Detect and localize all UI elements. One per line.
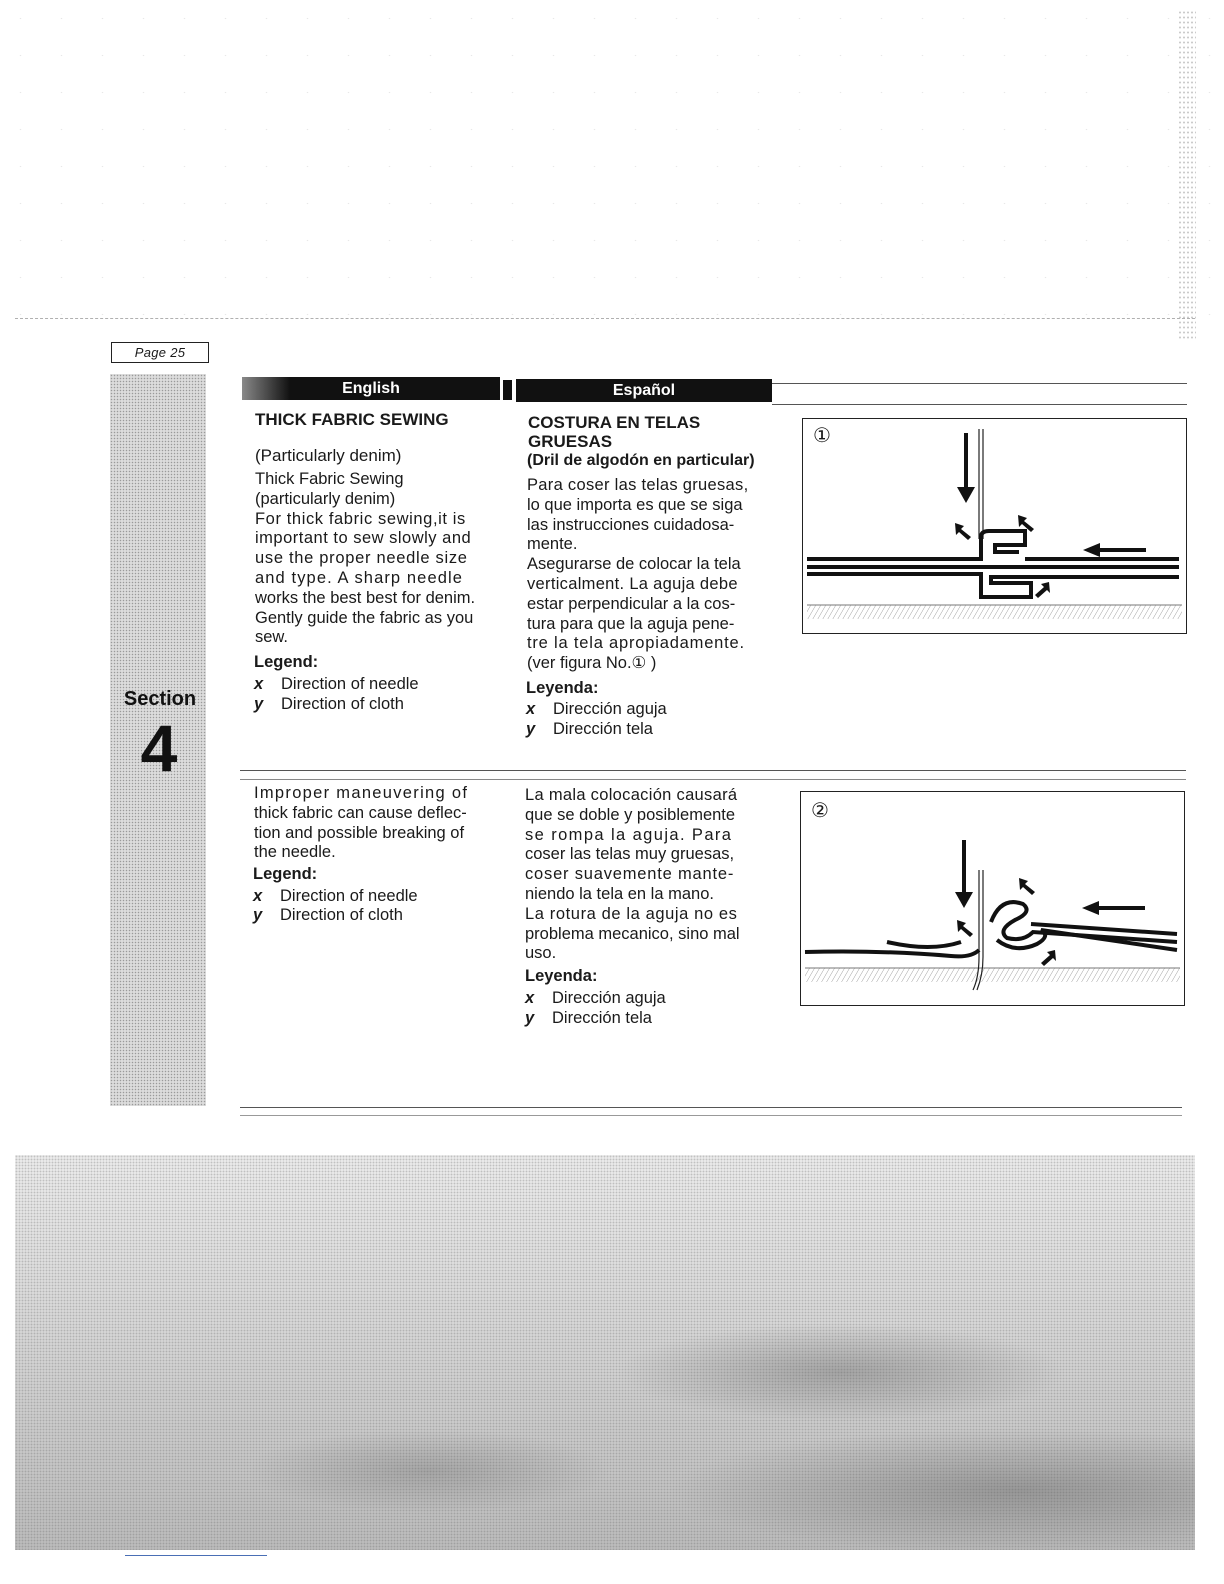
text-line: (ver figura No.① ) [527, 654, 657, 673]
fabric-layer-bottom [807, 574, 1179, 597]
fabric-layer-left [805, 950, 979, 956]
text-line: tura para que la aguja pene- [527, 614, 735, 633]
arrow-head-icon [1083, 543, 1100, 557]
spanish-legend-title-2: Leyenda: [525, 967, 598, 985]
arrow-head-icon [957, 487, 975, 503]
text-line: Thick Fabric Sewing [255, 470, 404, 488]
text-line: problema mecanico, sino mal [525, 924, 740, 943]
figure-1 [802, 418, 1187, 634]
header-rule-lower [772, 404, 1187, 405]
text-line: Improper maneuvering of [254, 784, 469, 802]
legend-key: x [253, 887, 263, 905]
spanish-body-2 [525, 786, 770, 964]
text-line: mente. [527, 535, 578, 554]
scan-noise-top [0, 0, 1224, 340]
small-arrow-icon [1041, 950, 1056, 966]
legend-key: y [526, 720, 536, 738]
legend-text: Dirección aguja [553, 700, 667, 718]
small-arrow-icon [1019, 878, 1035, 895]
english-tab-fade [242, 377, 290, 400]
english-legend-title: Legend: [254, 653, 319, 671]
scan-blue-line [125, 1555, 267, 1556]
text-line: La rotura de la aguja no es [525, 904, 738, 923]
legend-row-x [254, 674, 419, 694]
figure-2-label: ② [811, 800, 829, 822]
small-arrow-icon [955, 523, 971, 540]
english-subtitle: (Particularly denim) [255, 446, 402, 465]
title-line: GRUESAS [528, 432, 613, 451]
legend-key: y [525, 1009, 535, 1027]
text-line: las instrucciones cuidadosa- [527, 515, 735, 534]
text-line: works the best best for denim. [255, 588, 476, 607]
text-line: sew. [255, 628, 289, 647]
legend-row-x [253, 886, 418, 906]
figure-2 [800, 791, 1185, 1006]
english-body-2 [254, 784, 494, 863]
spanish-tab-label: Español [612, 382, 676, 399]
legend-row-x [526, 699, 667, 719]
header-rule [772, 383, 1187, 384]
legend-text: Dirección tela [552, 1009, 652, 1027]
spanish-title [528, 413, 700, 451]
legend-row-y [526, 719, 653, 739]
legend-key: x [525, 989, 535, 1007]
text-line: niendo la tela en la mano. [525, 884, 714, 903]
tab-divider-block [503, 380, 512, 400]
page-label: Page 25 [111, 342, 209, 363]
small-arrow-icon [1035, 582, 1050, 598]
text-line: que se doble y posiblemente [525, 805, 736, 824]
text-line: the needle. [254, 843, 336, 862]
legend-key: y [254, 695, 264, 713]
bottom-rule-lower [240, 1115, 1182, 1116]
text-line: Para coser las telas gruesas, [527, 476, 749, 494]
title-line: COSTURA EN TELAS [528, 413, 701, 432]
legend-row-y [525, 1008, 652, 1028]
table-surface [805, 968, 1180, 982]
text-line: Gently guide the fabric as you [255, 608, 474, 627]
table-surface [807, 605, 1182, 619]
text-line: thick fabric can cause deflec- [254, 803, 467, 822]
spanish-legend-title: Leyenda: [526, 679, 599, 697]
fabric-layer-top [807, 531, 1025, 559]
text-line: and type. A sharp needle [255, 568, 464, 587]
section-divider-top [240, 770, 1186, 771]
arrow-head-icon [955, 892, 973, 908]
text-line: For thick fabric sewing,it is [255, 509, 466, 528]
text-line: Asegurarse de colocar la tela [527, 555, 741, 574]
bottom-rule [240, 1107, 1182, 1108]
legend-text: Direction of needle [281, 675, 419, 693]
arrow-head-icon [1082, 901, 1099, 915]
spanish-subtitle: (Dril de algodón en particular) [527, 452, 755, 469]
legend-text: Direction of needle [280, 887, 418, 905]
legend-key: x [254, 675, 264, 693]
text-line: uso. [525, 944, 557, 963]
spanish-tab [516, 379, 772, 402]
text-line: coser suavemente mante- [525, 865, 735, 884]
figure-2-diagram [801, 792, 1184, 1005]
legend-key: y [253, 906, 263, 924]
section-divider-lower [240, 779, 1186, 780]
scan-noise-bottom-dots [15, 1155, 1195, 1550]
legend-row-y [253, 905, 403, 925]
scan-edge-right [1178, 10, 1196, 340]
english-tab-label: English [342, 380, 400, 397]
text-line: use the proper needle size [255, 549, 468, 568]
english-legend-title-2: Legend: [253, 865, 318, 883]
legend-text: Dirección aguja [552, 989, 666, 1007]
text-line: verticalment. La aguja debe [527, 574, 738, 593]
legend-row-y [254, 694, 404, 714]
legend-text: Direction of cloth [281, 695, 404, 713]
text-line: (particularly denim) [255, 489, 396, 508]
text-line: tre la tela apropiadamente. [527, 634, 745, 653]
small-arrow-icon [957, 920, 973, 937]
scan-dashed-line [15, 318, 1195, 319]
legend-text: Dirección tela [553, 720, 653, 738]
text-line: estar perpendicular a la cos- [527, 594, 736, 613]
english-body-1 [255, 470, 495, 648]
figure-1-diagram [803, 419, 1186, 633]
legend-text: Direction of cloth [280, 906, 403, 924]
section-word: Section [123, 688, 197, 710]
legend-key: x [526, 700, 536, 718]
spanish-body-1 [527, 476, 772, 674]
figure-1-label: ① [813, 425, 831, 447]
section-number: 4 [140, 711, 178, 785]
english-title: THICK FABRIC SEWING [255, 410, 449, 429]
fabric-fold-left [887, 942, 961, 947]
text-line: La mala colocación causará [525, 786, 738, 804]
text-line: tion and possible breaking of [254, 823, 465, 842]
legend-row-x [525, 988, 666, 1008]
text-line: lo que importa es que se siga [527, 495, 743, 514]
text-line: coser las telas muy gruesas, [525, 845, 735, 864]
text-line: se rompa la aguja. Para [525, 825, 733, 844]
text-line: important to sew slowly and [255, 529, 472, 548]
